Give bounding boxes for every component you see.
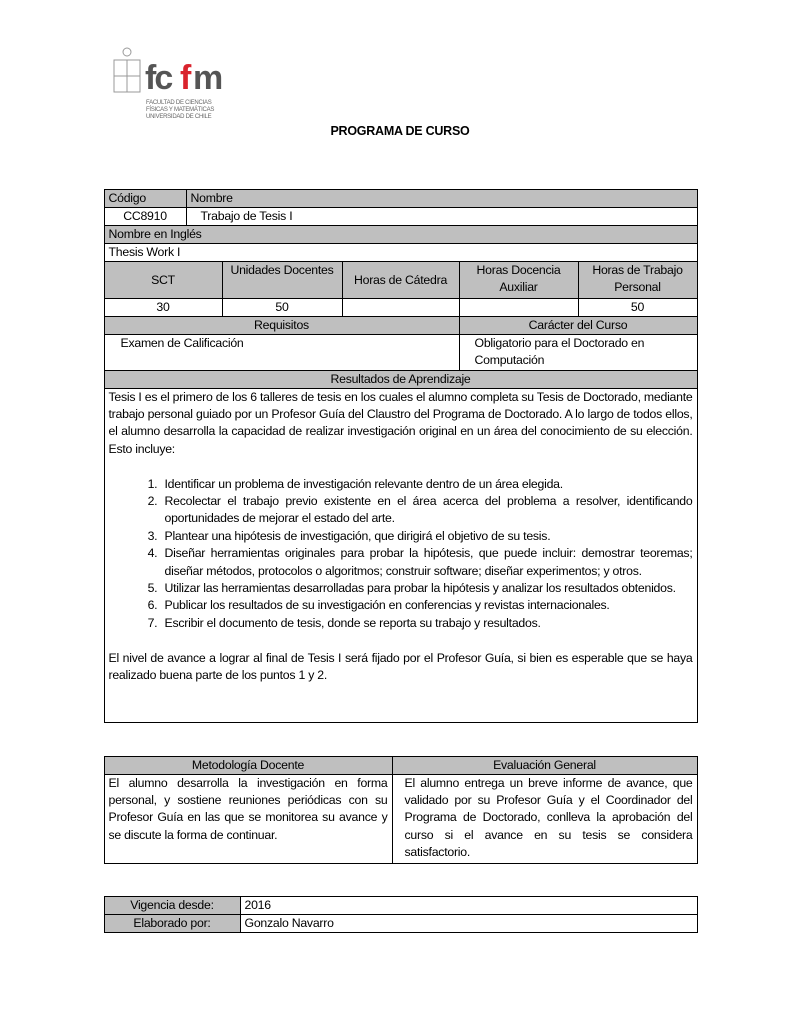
list-item: 4. Diseñar herramientas originales para probar la hipótesis, que puede incluir: demostrar teoremas; diseñar métodos, protocolos o algoritmos; construir software; diseñar experimentos; y otros. <box>161 545 693 580</box>
col-unidades: Unidades Docentes <box>222 261 343 299</box>
svg-text:f: f <box>180 59 192 97</box>
requisitos-value: Examen de Calificación <box>104 334 460 371</box>
evaluacion-label: Evaluación General <box>392 756 698 775</box>
list-item: 2. Recolectar el trabajo previo existente en el área acerca del problema a resolver, identificando oportunidades de mejorar el estado del arte. <box>161 493 693 528</box>
nombre-value: Trabajo de Tesis I <box>186 207 698 226</box>
list-item: 6. Publicar los resultados de su investigación en conferencias y revistas internacionales. <box>161 597 693 614</box>
list-item: 3. Plantear una hipótesis de investigación, que dirigirá el objetivo de su tesis. <box>161 528 693 545</box>
resultados-intro: Tesis I es el primero de los 6 talleres de tesis en los cuales el alumno completa su Tesis de Doctorado, mediante trabajo personal guiado por un Profesor Guía del Claustro del Programa de Doctorado. A lo largo de todos ellos, el alumno desarrolla la capacidad de realizar investigación original en un área del conocimiento de su elección. Esto incluye: <box>108 389 693 456</box>
ingles-value: Thesis Work I <box>104 243 698 262</box>
nombre-label: Nombre <box>186 189 698 208</box>
col-sct: SCT <box>104 261 223 299</box>
resultados-list <box>109 476 693 633</box>
resultados-label: Resultados de Aprendizaje <box>104 370 698 389</box>
val-personal: 50 <box>578 298 698 317</box>
elaborado-label: Elaborado por: <box>104 914 241 933</box>
ingles-label: Nombre en Inglés <box>104 225 698 244</box>
list-item: 1. Identificar un problema de investigación relevante dentro de un área elegida. <box>161 476 693 493</box>
val-catedra <box>342 298 460 317</box>
list-item: 7. Escribir el documento de tesis, donde se reporta su trabajo y resultados. <box>161 615 693 632</box>
fcfm-logo <box>108 44 233 126</box>
val-sct: 30 <box>104 298 223 317</box>
vigencia-value: 2016 <box>240 896 698 915</box>
resultados-outro: El nivel de avance a lograr al final de Tesis I será fijado por el Profesor Guía, si bien es esperable que se haya realizado buena parte de los puntos 1 y 2. <box>108 650 693 682</box>
caracter-value: Obligatorio para el Doctorado en Computación <box>459 334 698 371</box>
val-auxiliar <box>459 298 579 317</box>
col-catedra: Horas de Cátedra <box>342 261 460 299</box>
svg-text:fc: fc <box>145 59 172 97</box>
svg-text:FÍSICAS Y MATEMÁTICAS: FÍSICAS Y MATEMÁTICAS <box>146 107 215 113</box>
requisitos-label: Requisitos <box>104 316 460 335</box>
svg-text:m: m <box>193 59 223 97</box>
svg-text:FACULTAD DE CIENCIAS: FACULTAD DE CIENCIAS <box>146 100 212 106</box>
col-personal: Horas de Trabajo Personal <box>578 261 698 299</box>
caracter-label: Carácter del Curso <box>459 316 698 335</box>
elaborado-value: Gonzalo Navarro <box>240 914 698 933</box>
metodologia-text: El alumno desarrolla la investigación en forma personal, y sostiene reuniones periódicas con su Profesor Guía en las que se monitorea su avance y se discute la forma de continuar. <box>104 774 393 864</box>
codigo-label: Código <box>104 189 187 208</box>
svg-text:UNIVERSIDAD DE CHILE: UNIVERSIDAD DE CHILE <box>146 114 212 120</box>
vigencia-label: Vigencia desde: <box>104 896 241 915</box>
codigo-value: CC8910 <box>104 207 187 226</box>
val-unidades: 50 <box>222 298 343 317</box>
list-item: 5. Utilizar las herramientas desarrolladas para probar la hipótesis y analizar los resultados obtenidos. <box>161 580 693 597</box>
evaluacion-text: El alumno entrega un breve informe de avance, que validado por su Profesor Guía y el Coordinador del Programa de Doctorado, conlleva la aprobación del curso si el avance en su tesis se considera satisfactorio. <box>392 774 698 864</box>
metodologia-label: Metodología Docente <box>104 756 393 775</box>
page-title: PROGRAMA DE CURSO <box>330 124 470 138</box>
resultados-body <box>104 388 698 723</box>
col-auxiliar: Horas Docencia Auxiliar <box>459 261 579 299</box>
